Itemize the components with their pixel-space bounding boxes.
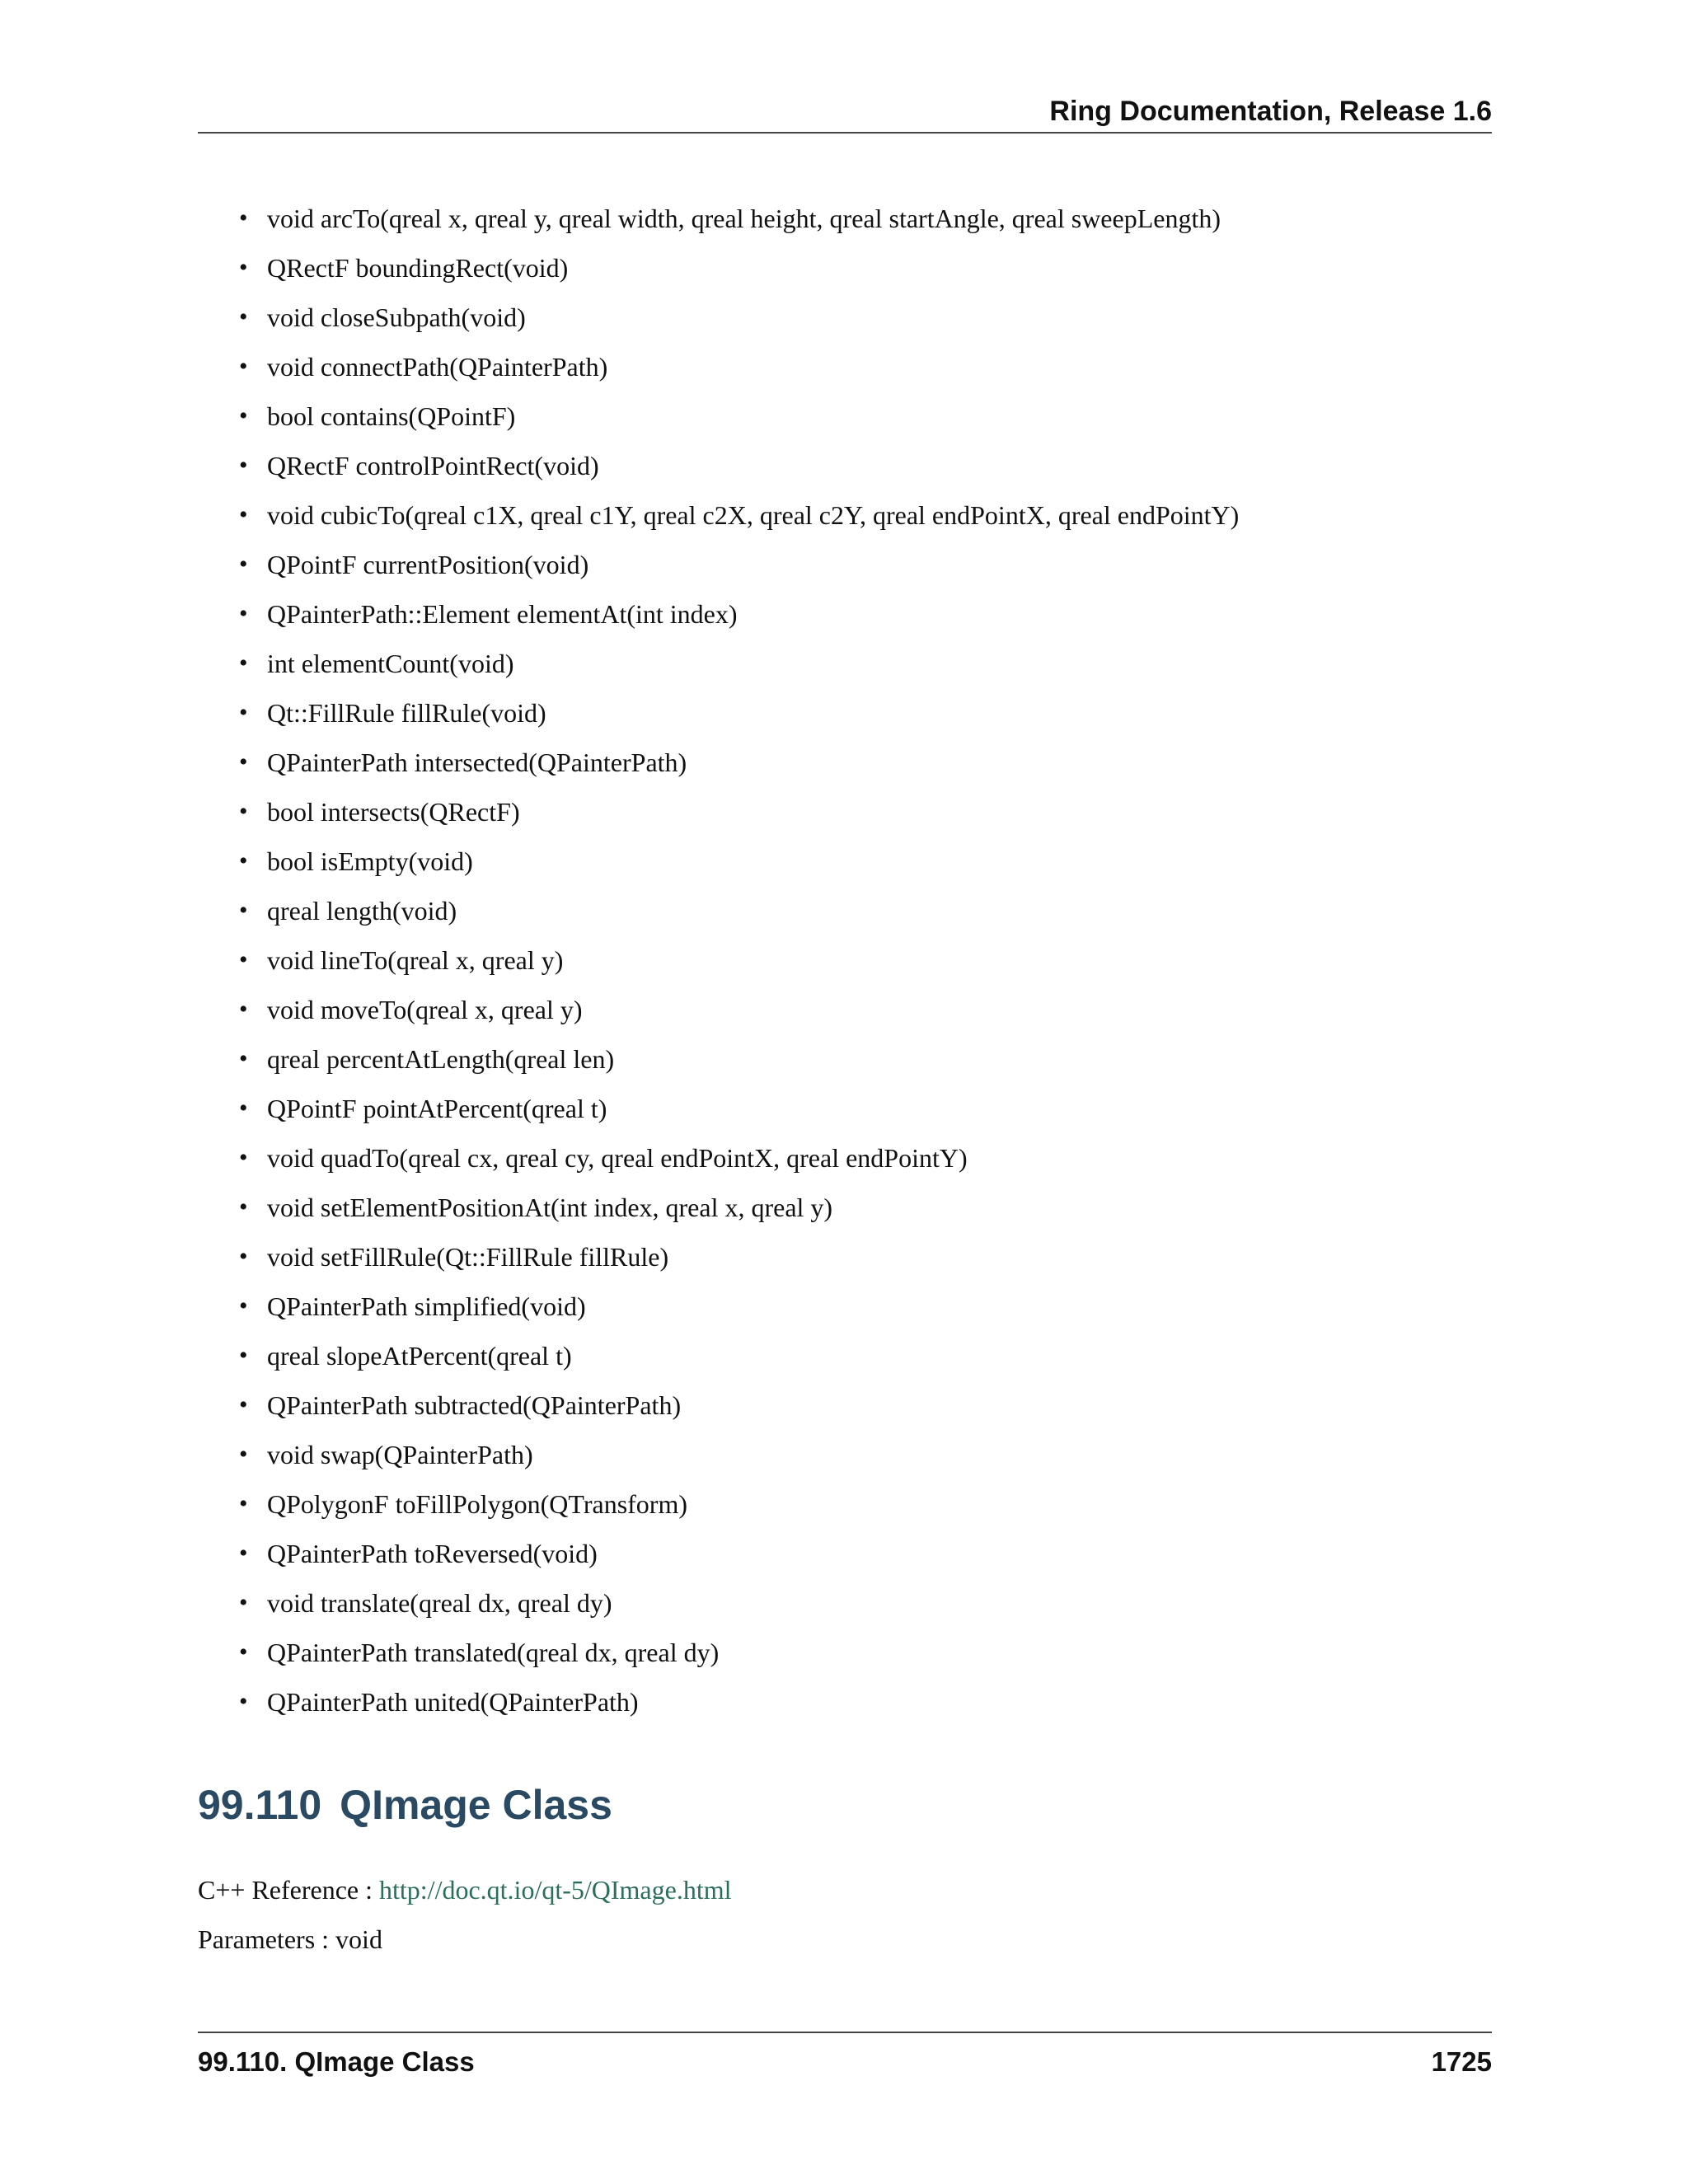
method-signature: qreal percentAtLength(qreal len) [267,1044,615,1074]
method-list-item [239,1430,1492,1479]
bullet-icon: • [239,699,248,726]
bullet-icon: • [239,452,248,479]
method-signature: Qt::FillRule fillRule(void) [267,698,546,728]
method-list-item [239,985,1492,1034]
method-list-item [239,1529,1492,1578]
reference-link[interactable]: http://doc.qt.io/qt-5/QImage.html [379,1875,732,1905]
method-list-item [239,293,1492,342]
parameters-line: Parameters : void [198,1924,382,1954]
page-header [198,91,1492,134]
method-list-item [239,441,1492,490]
bullet-icon: • [239,1342,248,1369]
method-list-item [239,1578,1492,1628]
method-signature: QPointF currentPosition(void) [267,550,589,579]
method-signature: QPainterPath simplified(void) [267,1291,586,1321]
bullet-icon: • [239,798,248,825]
method-list-item [239,1677,1492,1727]
method-signature: QPainterPath toReversed(void) [267,1539,598,1568]
method-list-item [239,589,1492,639]
method-list-item [239,886,1492,935]
bullet-icon: • [239,748,248,776]
bullet-icon: • [239,1540,248,1567]
bullet-icon: • [239,1045,248,1072]
bullet-icon: • [239,1441,248,1468]
method-list-item [239,935,1492,985]
cpp-reference-line [198,1869,732,1910]
method-list-item [239,837,1492,886]
section-number: 99.110 [198,1782,322,1828]
bullet-icon: • [239,946,248,973]
bullet-icon: • [239,1688,248,1715]
method-signature: int elementCount(void) [267,649,514,678]
method-signature: QPainterPath translated(qreal dx, qreal dy) [267,1638,720,1667]
method-signature: void lineTo(qreal x, qreal y) [267,945,564,975]
method-signature: void cubicTo(qreal c1X, qreal c1Y, qreal c2X, qreal c2Y, qreal endPointX, qreal endPointY) [267,500,1240,530]
method-signature: QPainterPath united(QPainterPath) [267,1687,639,1717]
method-signature: QRectF controlPointRect(void) [267,451,599,480]
method-signature: void arcTo(qreal x, qreal y, qreal width, qreal height, qreal startAngle, qreal sweepLength) [267,204,1221,233]
reference-label: C++ Reference : [198,1875,379,1905]
method-signature: void moveTo(qreal x, qreal y) [267,995,583,1024]
header-title: Ring Documentation, Release 1.6 [1049,96,1492,127]
section-title: QImage Class [340,1782,612,1828]
method-list-item [239,1628,1492,1677]
method-list-item [239,787,1492,837]
method-list-item [239,540,1492,589]
bullet-icon: • [239,353,248,380]
footer-section-title: 99.110. QImage Class [198,2046,475,2077]
method-list-item [239,391,1492,441]
method-list-item [239,194,1492,243]
method-list-item [239,1380,1492,1430]
method-signature: bool isEmpty(void) [267,846,473,876]
method-signature: bool contains(QPointF) [267,401,516,431]
method-list-item [239,1479,1492,1529]
bullet-icon: • [239,1391,248,1418]
bullet-icon: • [239,1193,248,1221]
method-signature: qreal slopeAtPercent(qreal t) [267,1341,572,1371]
method-list-item [239,1331,1492,1380]
method-list-item [239,1183,1492,1232]
bullet-icon: • [239,897,248,924]
bullet-icon: • [239,649,248,677]
bullet-icon: • [239,1243,248,1270]
bullet-icon: • [239,600,248,627]
bullet-icon: • [239,204,248,232]
bullet-icon: • [239,1144,248,1171]
method-list-item [239,1084,1492,1133]
method-signature: QPolygonF toFillPolygon(QTransform) [267,1489,687,1519]
method-list-item [239,1133,1492,1183]
method-list-item [239,1034,1492,1084]
section-heading [198,1776,612,1834]
method-signature: void translate(qreal dx, qreal dy) [267,1588,612,1618]
bullet-icon: • [239,847,248,874]
bullet-icon: • [239,402,248,429]
method-list-item [239,688,1492,738]
bullet-icon: • [239,303,248,330]
method-signature: void setFillRule(Qt::FillRule fillRule) [267,1242,669,1272]
method-signature: QPainterPath intersected(QPainterPath) [267,748,687,777]
method-signature: QRectF boundingRect(void) [267,253,569,283]
method-signature: void quadTo(qreal cx, qreal cy, qreal endPointX, qreal endPointY) [267,1143,968,1173]
method-signature: bool intersects(QRectF) [267,797,520,827]
method-list-item [239,1282,1492,1331]
bullet-icon: • [239,1094,248,1122]
bullet-icon: • [239,996,248,1023]
method-signature: QPointF pointAtPercent(qreal t) [267,1094,607,1123]
method-list-item [239,243,1492,293]
method-list-item [239,1232,1492,1282]
bullet-icon: • [239,254,248,281]
page-footer [198,2032,1492,2083]
method-signature: void swap(QPainterPath) [267,1440,533,1469]
bullet-icon: • [239,501,248,528]
method-signature: void closeSubpath(void) [267,302,526,332]
bullet-icon: • [239,1638,248,1666]
method-list-item [239,342,1492,391]
method-signature: QPainterPath::Element elementAt(int index) [267,599,738,629]
bullet-icon: • [239,1490,248,1517]
method-signature: void connectPath(QPainterPath) [267,352,608,382]
method-list-item [239,490,1492,540]
method-signature: void setElementPositionAt(int index, qreal x, qreal y) [267,1193,833,1222]
footer-page-number: 1725 [1431,2046,1492,2077]
method-list-item [239,639,1492,688]
method-signature: qreal length(void) [267,896,457,926]
method-list [239,194,1492,1727]
bullet-icon: • [239,1292,248,1319]
method-signature: QPainterPath subtracted(QPainterPath) [267,1390,682,1420]
bullet-icon: • [239,551,248,578]
bullet-icon: • [239,1589,248,1616]
method-list-item [239,738,1492,787]
